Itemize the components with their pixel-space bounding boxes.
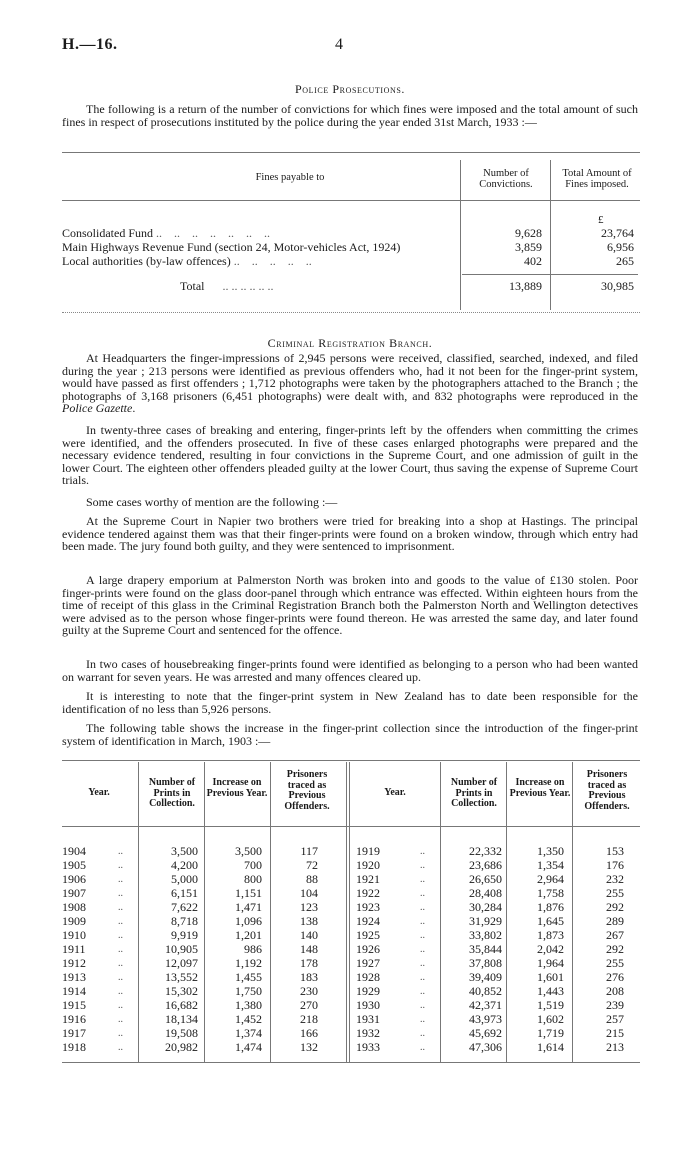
fp-right-year: 1926	[356, 942, 380, 956]
fp-right-prints: 42,371	[469, 998, 502, 1012]
fp-right-prints: 37,808	[469, 956, 502, 970]
fp-left-increase: 986	[244, 942, 262, 956]
fines-row-label: Main Highways Revenue Fund (section 24, Motor-vehicles Act, 1924)	[62, 240, 401, 254]
fp-right-year: 1928	[356, 970, 380, 984]
fp-table-row	[62, 957, 642, 970]
police-prosecutions-heading: Police Prosecutions.	[294, 82, 405, 96]
fp-right-increase: 1,350	[537, 844, 564, 858]
fp-right-prisoners: 215	[606, 1026, 624, 1040]
fines-row-label: Consolidated Fund	[62, 226, 154, 240]
paragraph-napier-case-text: At the Supreme Court in Napier two brothers were tried for breaking into a shop at Hastings. The principal evidence tendered against them was that their finger-prints were found on a broken window, through which entry had been made. The jury found both guilty, and they were sentenced to imprisonment.	[62, 514, 638, 554]
fp-left-year: 1918	[62, 1040, 86, 1054]
fp-right-increase: 1,443	[537, 984, 564, 998]
fines-row	[62, 226, 642, 240]
fp-left-dots: ..	[118, 930, 123, 941]
fp-right-year-header: Year.	[384, 787, 406, 798]
fp-left-prisoners: 270	[300, 998, 318, 1012]
fp-left-prints: 16,682	[165, 998, 198, 1012]
fp-left-year: 1910	[62, 928, 86, 942]
fines-col-label-header: Fines payable to	[255, 172, 325, 183]
fp-left-dots: ..	[118, 888, 123, 899]
fp-right-increase: 1,645	[537, 914, 564, 928]
fp-left-prisoners: 138	[300, 914, 318, 928]
fp-right-prints: 23,686	[469, 858, 502, 872]
paragraph-table-intro-text: The following table shows the increase in the finger-print collection since the introduction of the finger-print system of identification in March, 1903 :—	[62, 721, 638, 748]
fp-right-prisoners: 239	[606, 998, 624, 1012]
fp-left-prints: 5,000	[171, 872, 198, 886]
fp-left-year: 1905	[62, 858, 86, 872]
fines-row-dots: .. .. .. .. .. .. ..	[153, 226, 271, 240]
fp-right-prints: 33,802	[469, 928, 502, 942]
fp-left-prints: 20,982	[165, 1040, 198, 1054]
fp-right-increase: 2,964	[537, 872, 564, 886]
fp-left-increase: 1,380	[235, 998, 262, 1012]
paragraph-cases-intro	[62, 496, 638, 509]
fp-right-increase: 1,719	[537, 1026, 564, 1040]
fp-right-prisoners: 267	[606, 928, 624, 942]
fp-right-increase: 1,873	[537, 928, 564, 942]
paragraph-housebreaking	[62, 658, 638, 683]
fines-total-label: Total	[180, 279, 205, 293]
fp-right-increase: 1,964	[537, 956, 564, 970]
fines-col-amount-header: Total Amount of Fines imposed.	[562, 168, 632, 190]
fp-left-prisoners: 132	[300, 1040, 318, 1054]
fp-right-year: 1921	[356, 872, 380, 886]
fp-right-prisoners: 176	[606, 858, 624, 872]
fp-right-increase: 1,601	[537, 970, 564, 984]
fp-left-prints: 7,622	[171, 900, 198, 914]
page-number: 4	[335, 36, 343, 53]
fines-row	[62, 254, 642, 268]
paragraph-headquarters-text: At Headquarters the finger-impressions of 2,945 persons were received, classified, searched, indexed, and filed during the year ; 213 persons were identified as previous offenders who, had it not been for the finger-print system, would have passed as first offenders ; 1,712 photographs were taken by the photographers attached to the Branch ; the photographs of 3,168 prisoners (6,451 photographs) were dealt with, and 832 photographs were reproduced in the	[62, 351, 638, 403]
fp-table-row	[62, 1013, 642, 1026]
fines-row-convictions: 9,628	[515, 226, 542, 240]
fp-left-prints: 8,718	[171, 914, 198, 928]
fp-left-prints: 19,508	[165, 1026, 198, 1040]
fines-row-convictions: 3,859	[515, 240, 542, 254]
fp-table-row	[62, 887, 642, 900]
fp-table-row	[62, 1027, 642, 1040]
fp-right-prisoners: 292	[606, 942, 624, 956]
fp-right-year: 1924	[356, 914, 380, 928]
paragraph-palmerston-case	[62, 574, 638, 637]
fp-right-increase: 1,354	[537, 858, 564, 872]
fp-table-row	[62, 915, 642, 928]
fp-right-increase-header: Increase on Previous Year.	[509, 777, 571, 799]
fp-left-dots: ..	[118, 944, 123, 955]
fp-right-dots: ..	[420, 916, 425, 927]
paragraph-breaking-entering-text: In twenty-three cases of breaking and entering, finger-prints left by the offenders when committing the crimes were identified, and the offenders prosecuted. In five of these cases enlarged photographs were prepared and the necessary evidence tendered, resulting in four convictions in the Supreme Court, and one admission of guilt in the lower Court. The eighteen other offenders pleaded guilty at the lower Court, thus saving the expense of Supreme Court trials.	[62, 423, 638, 488]
fp-left-prisoners-header: Prisoners traced as Previous Offenders.	[284, 769, 330, 812]
fp-right-prints: 30,284	[469, 900, 502, 914]
fp-right-dots: ..	[420, 888, 425, 899]
fp-left-prisoners: 104	[300, 886, 318, 900]
fp-right-dots: ..	[420, 958, 425, 969]
fp-left-prisoners: 140	[300, 928, 318, 942]
fp-left-increase: 1,452	[235, 1012, 262, 1026]
fp-left-increase: 700	[244, 858, 262, 872]
fp-left-prints: 12,097	[165, 956, 198, 970]
fp-left-dots: ..	[118, 902, 123, 913]
fp-left-increase: 3,500	[235, 844, 262, 858]
fp-left-year: 1914	[62, 984, 86, 998]
fp-left-dots: ..	[118, 1042, 123, 1053]
fp-right-increase: 1,602	[537, 1012, 564, 1026]
fp-left-year: 1906	[62, 872, 86, 886]
fp-right-dots: ..	[420, 846, 425, 857]
fp-right-prints: 28,408	[469, 886, 502, 900]
paragraph-headquarters	[62, 352, 638, 415]
paragraph-headquarters-end: .	[132, 401, 136, 416]
paragraph-breaking-entering	[62, 424, 638, 487]
fp-right-dots: ..	[420, 944, 425, 955]
fp-right-dots: ..	[420, 930, 425, 941]
fp-table-row	[62, 943, 642, 956]
fp-left-prisoners: 117	[300, 844, 318, 858]
fp-right-year: 1922	[356, 886, 380, 900]
fp-left-increase: 1,096	[235, 914, 262, 928]
fp-right-dots: ..	[420, 1000, 425, 1011]
fp-right-prints: 47,306	[469, 1040, 502, 1054]
fp-left-dots: ..	[118, 958, 123, 969]
fp-table-row	[62, 929, 642, 942]
fp-left-prints: 6,151	[171, 886, 198, 900]
paragraph-identification-total-text: It is interesting to note that the finger-print system in New Zealand has to date been responsible for the identification of no less than 5,926 persons.	[62, 689, 638, 716]
fp-left-increase: 1,151	[235, 886, 262, 900]
fp-left-prints-header: Number of Prints in Collection.	[148, 777, 196, 809]
fp-left-year: 1907	[62, 886, 86, 900]
fp-right-year: 1919	[356, 844, 380, 858]
fp-left-dots: ..	[118, 972, 123, 983]
fp-right-prints: 31,929	[469, 914, 502, 928]
currency-symbol: £	[598, 214, 604, 226]
fp-left-prints: 3,500	[171, 844, 198, 858]
fp-left-prints: 15,302	[165, 984, 198, 998]
fp-right-year: 1930	[356, 998, 380, 1012]
intro-text: The following is a return of the number of convictions for which fines were imposed and the total amount of such fines in respect of prosecutions instituted by the police during the year ended 31st March, 1933 :—	[62, 102, 638, 129]
fp-right-dots: ..	[420, 1014, 425, 1025]
fp-left-increase: 1,374	[235, 1026, 262, 1040]
fp-left-dots: ..	[118, 846, 123, 857]
fp-right-prisoners: 276	[606, 970, 624, 984]
fines-row-amount: 265	[616, 254, 634, 268]
fp-left-prisoners: 148	[300, 942, 318, 956]
fp-right-year: 1927	[356, 956, 380, 970]
fp-left-prisoners: 88	[306, 872, 318, 886]
fines-row-dots: .. .. .. .. ..	[230, 254, 312, 268]
fp-table-row	[62, 1041, 642, 1054]
fp-right-prints: 40,852	[469, 984, 502, 998]
police-prosecutions-intro	[62, 103, 638, 128]
fp-right-increase: 1,614	[537, 1040, 564, 1054]
paragraph-housebreaking-text: In two cases of housebreaking finger-prints found were identified as belonging to a person who had been wanted on warrant for seven years. He was arrested and many offences cleared up.	[62, 657, 638, 684]
fp-right-prints: 22,332	[469, 844, 502, 858]
fp-left-increase: 1,750	[235, 984, 262, 998]
fp-left-increase: 800	[244, 872, 262, 886]
fp-table-row	[62, 971, 642, 984]
fp-right-prints-header: Number of Prints in Collection.	[450, 777, 498, 809]
document-reference: H.—16.	[62, 36, 118, 53]
paragraph-napier-case	[62, 515, 638, 553]
fines-col-convictions-header: Number of Convictions.	[479, 168, 533, 190]
fp-left-year: 1911	[62, 942, 86, 956]
fp-left-year: 1916	[62, 1012, 86, 1026]
paragraph-palmerston-case-text: A large drapery emporium at Palmerston North was broken into and goods to the value of £130 stolen. Poor finger-prints were found on the glass door-panel through which entrance was effected. Within eighteen hours from the time of receipt of this glass in the Criminal Registration Branch both the Palmerston North and Wellington detectives were advised as to the person whose finger-prints were found thereon. He was arrested the same day, and later found guilty at the Supreme Court and sentenced for the offence.	[62, 573, 638, 638]
fp-left-dots: ..	[118, 916, 123, 927]
fp-left-prisoners: 166	[300, 1026, 318, 1040]
paragraph-table-intro	[62, 722, 638, 747]
criminal-registration-heading: Criminal Registration Branch.	[267, 336, 433, 350]
fp-left-prisoners: 230	[300, 984, 318, 998]
fines-total-dots: .. .. .. .. .. ..	[222, 279, 274, 293]
fp-left-prisoners: 72	[306, 858, 318, 872]
fines-total-amount: 30,985	[601, 279, 634, 293]
fp-right-dots: ..	[420, 1042, 425, 1053]
fp-left-dots: ..	[118, 1014, 123, 1025]
paragraph-cases-intro-text: Some cases worthy of mention are the following :—	[86, 495, 338, 509]
fp-table-row	[62, 999, 642, 1012]
fp-right-increase: 2,042	[537, 942, 564, 956]
fp-left-dots: ..	[118, 1000, 123, 1011]
fp-left-prints: 4,200	[171, 858, 198, 872]
fp-left-year: 1912	[62, 956, 86, 970]
fp-table-row	[62, 845, 642, 858]
fp-left-prints: 9,919	[171, 928, 198, 942]
fp-left-prisoners: 183	[300, 970, 318, 984]
fp-left-year: 1904	[62, 844, 86, 858]
fp-right-prints: 45,692	[469, 1026, 502, 1040]
fp-left-dots: ..	[118, 874, 123, 885]
fp-right-prisoners: 208	[606, 984, 624, 998]
fp-right-year: 1932	[356, 1026, 380, 1040]
fp-right-prisoners: 213	[606, 1040, 624, 1054]
fines-row	[62, 240, 642, 254]
fp-right-prints: 39,409	[469, 970, 502, 984]
fines-total-convictions: 13,889	[509, 279, 542, 293]
fp-right-year: 1931	[356, 1012, 380, 1026]
fp-left-prints: 18,134	[165, 1012, 198, 1026]
fp-left-year: 1915	[62, 998, 86, 1012]
paragraph-identification-total	[62, 690, 638, 715]
fp-table-row	[62, 873, 642, 886]
fp-left-year-header: Year.	[88, 787, 110, 798]
fines-row-label: Local authorities (by-law offences)	[62, 254, 231, 268]
fp-right-prisoners: 153	[606, 844, 624, 858]
fp-left-year: 1908	[62, 900, 86, 914]
fp-right-dots: ..	[420, 972, 425, 983]
fp-right-increase: 1,758	[537, 886, 564, 900]
fp-table-row	[62, 901, 642, 914]
fp-left-prisoners: 178	[300, 956, 318, 970]
fp-right-year: 1925	[356, 928, 380, 942]
fp-left-increase: 1,471	[235, 900, 262, 914]
fp-left-increase: 1,474	[235, 1040, 262, 1054]
fp-right-year: 1923	[356, 900, 380, 914]
police-gazette-title: Police Gazette	[62, 401, 133, 416]
fp-right-prisoners-header: Prisoners traced as Previous Offenders.	[584, 769, 630, 812]
fp-left-prisoners: 218	[300, 1012, 318, 1026]
fp-right-prisoners: 289	[606, 914, 624, 928]
fines-row-convictions: 402	[524, 254, 542, 268]
fp-right-prisoners: 257	[606, 1012, 624, 1026]
fp-right-year: 1929	[356, 984, 380, 998]
fp-table-row	[62, 985, 642, 998]
fp-left-year: 1917	[62, 1026, 86, 1040]
fines-row-amount: 23,764	[601, 226, 634, 240]
fp-right-year: 1933	[356, 1040, 380, 1054]
fp-left-dots: ..	[118, 860, 123, 871]
fp-left-prints: 13,552	[165, 970, 198, 984]
fines-row-amount: 6,956	[607, 240, 634, 254]
fp-right-prints: 26,650	[469, 872, 502, 886]
fp-right-increase: 1,519	[537, 998, 564, 1012]
fp-right-prisoners: 255	[606, 956, 624, 970]
fp-right-dots: ..	[420, 874, 425, 885]
fp-right-prisoners: 292	[606, 900, 624, 914]
fp-right-year: 1920	[356, 858, 380, 872]
fp-left-dots: ..	[118, 1028, 123, 1039]
fp-right-increase: 1,876	[537, 900, 564, 914]
fp-left-year: 1909	[62, 914, 86, 928]
fp-left-increase: 1,192	[235, 956, 262, 970]
fp-right-prints: 43,973	[469, 1012, 502, 1026]
fp-left-increase-header: Increase on Previous Year.	[206, 777, 268, 799]
fp-right-prints: 35,844	[469, 942, 502, 956]
fines-total-row	[62, 279, 642, 293]
fp-left-prints: 10,905	[165, 942, 198, 956]
fp-right-dots: ..	[420, 986, 425, 997]
fp-left-increase: 1,455	[235, 970, 262, 984]
fp-right-dots: ..	[420, 902, 425, 913]
fp-right-dots: ..	[420, 1028, 425, 1039]
fp-right-prisoners: 255	[606, 886, 624, 900]
fp-left-year: 1913	[62, 970, 86, 984]
fp-table-row	[62, 859, 642, 872]
fp-left-increase: 1,201	[235, 928, 262, 942]
fp-left-prisoners: 123	[300, 900, 318, 914]
fp-left-dots: ..	[118, 986, 123, 997]
fp-right-prisoners: 232	[606, 872, 624, 886]
fp-right-dots: ..	[420, 860, 425, 871]
